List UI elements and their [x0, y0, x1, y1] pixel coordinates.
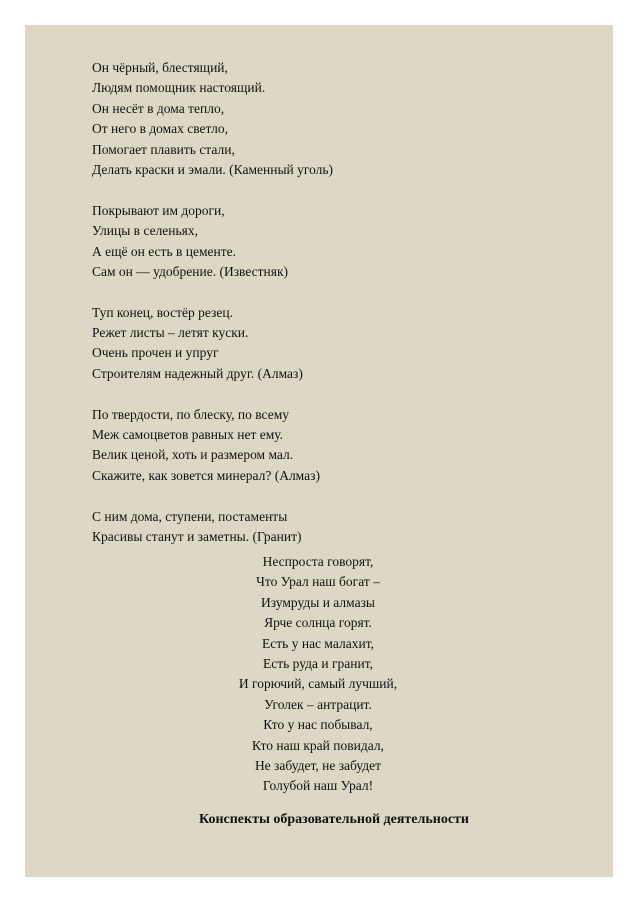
riddle-line: Красивы станут и заметны. (Гранит): [92, 528, 302, 544]
poem-line: Изумруды и алмазы: [261, 594, 375, 610]
poem-line: Кто у нас побывал,: [263, 717, 373, 733]
riddle-line: Сам он — удобрение. (Известняк): [92, 263, 289, 279]
poem-line: Ярче солнца горят.: [264, 615, 372, 631]
riddle-line: А ещё он есть в цементе.: [92, 243, 236, 259]
poem-line: Кто наш край повидал,: [252, 737, 384, 753]
poem-line: Не забудет, не забудет: [254, 757, 382, 773]
riddles-block: [92, 58, 552, 568]
riddle-line: Скажите, как зовется минерал? (Алмаз): [92, 467, 320, 483]
riddle-line: Он чёрный, блестящий,: [92, 60, 228, 75]
riddle-stanza-granite: [92, 507, 552, 548]
riddle-line: По твердости, по блеску, по всему: [92, 406, 289, 422]
riddle-line: Покрывают им дороги,: [92, 202, 225, 218]
riddle-line: Велик ценой, хоть и размером мал.: [92, 447, 294, 463]
riddle-line: Людям помощник настоящий.: [92, 80, 266, 96]
riddle-stanza-diamond-1: [92, 303, 552, 385]
riddle-line: Делать краски и эмали. (Каменный уголь): [92, 161, 334, 177]
poem-line: Есть руда и гранит,: [263, 655, 373, 671]
poem-line: Голубой наш Урал!: [262, 778, 374, 794]
riddle-line: Улицы в селеньях,: [92, 223, 199, 239]
poem-line: И горючий, самый лучший,: [238, 676, 398, 692]
riddle-line: От него в домах светло,: [92, 121, 228, 137]
section-heading-text: Конспекты образовательной деятельности: [199, 812, 469, 827]
ural-poem: [80, 552, 556, 797]
riddle-line: Он несёт в дома тепло,: [92, 100, 225, 116]
riddle-stanza-limestone: [92, 201, 552, 283]
riddle-line: Режет листы – летят куски.: [92, 325, 249, 341]
poem-line: Неспроста говорят,: [262, 554, 374, 569]
riddle-line: Туп конец, востёр резец.: [92, 304, 233, 320]
poem-line: Что Урал наш богат –: [256, 574, 380, 590]
riddle-stanza-coal: [92, 58, 552, 180]
riddle-line: С ним дома, ступени, постаменты: [92, 508, 288, 524]
riddle-line: Строителям надежный друг. (Алмаз): [92, 365, 303, 381]
poem-line: Есть у нас малахит,: [262, 635, 374, 651]
riddle-line: Помогает плавить стали,: [92, 141, 235, 157]
riddle-stanza-diamond-2: [92, 405, 552, 487]
riddle-line: Меж самоцветов равных нет ему.: [92, 427, 284, 443]
riddle-line: Очень прочен и упруг: [92, 345, 219, 361]
poem-line: Уголек – антрацит.: [264, 696, 372, 712]
section-heading: [0, 812, 638, 828]
